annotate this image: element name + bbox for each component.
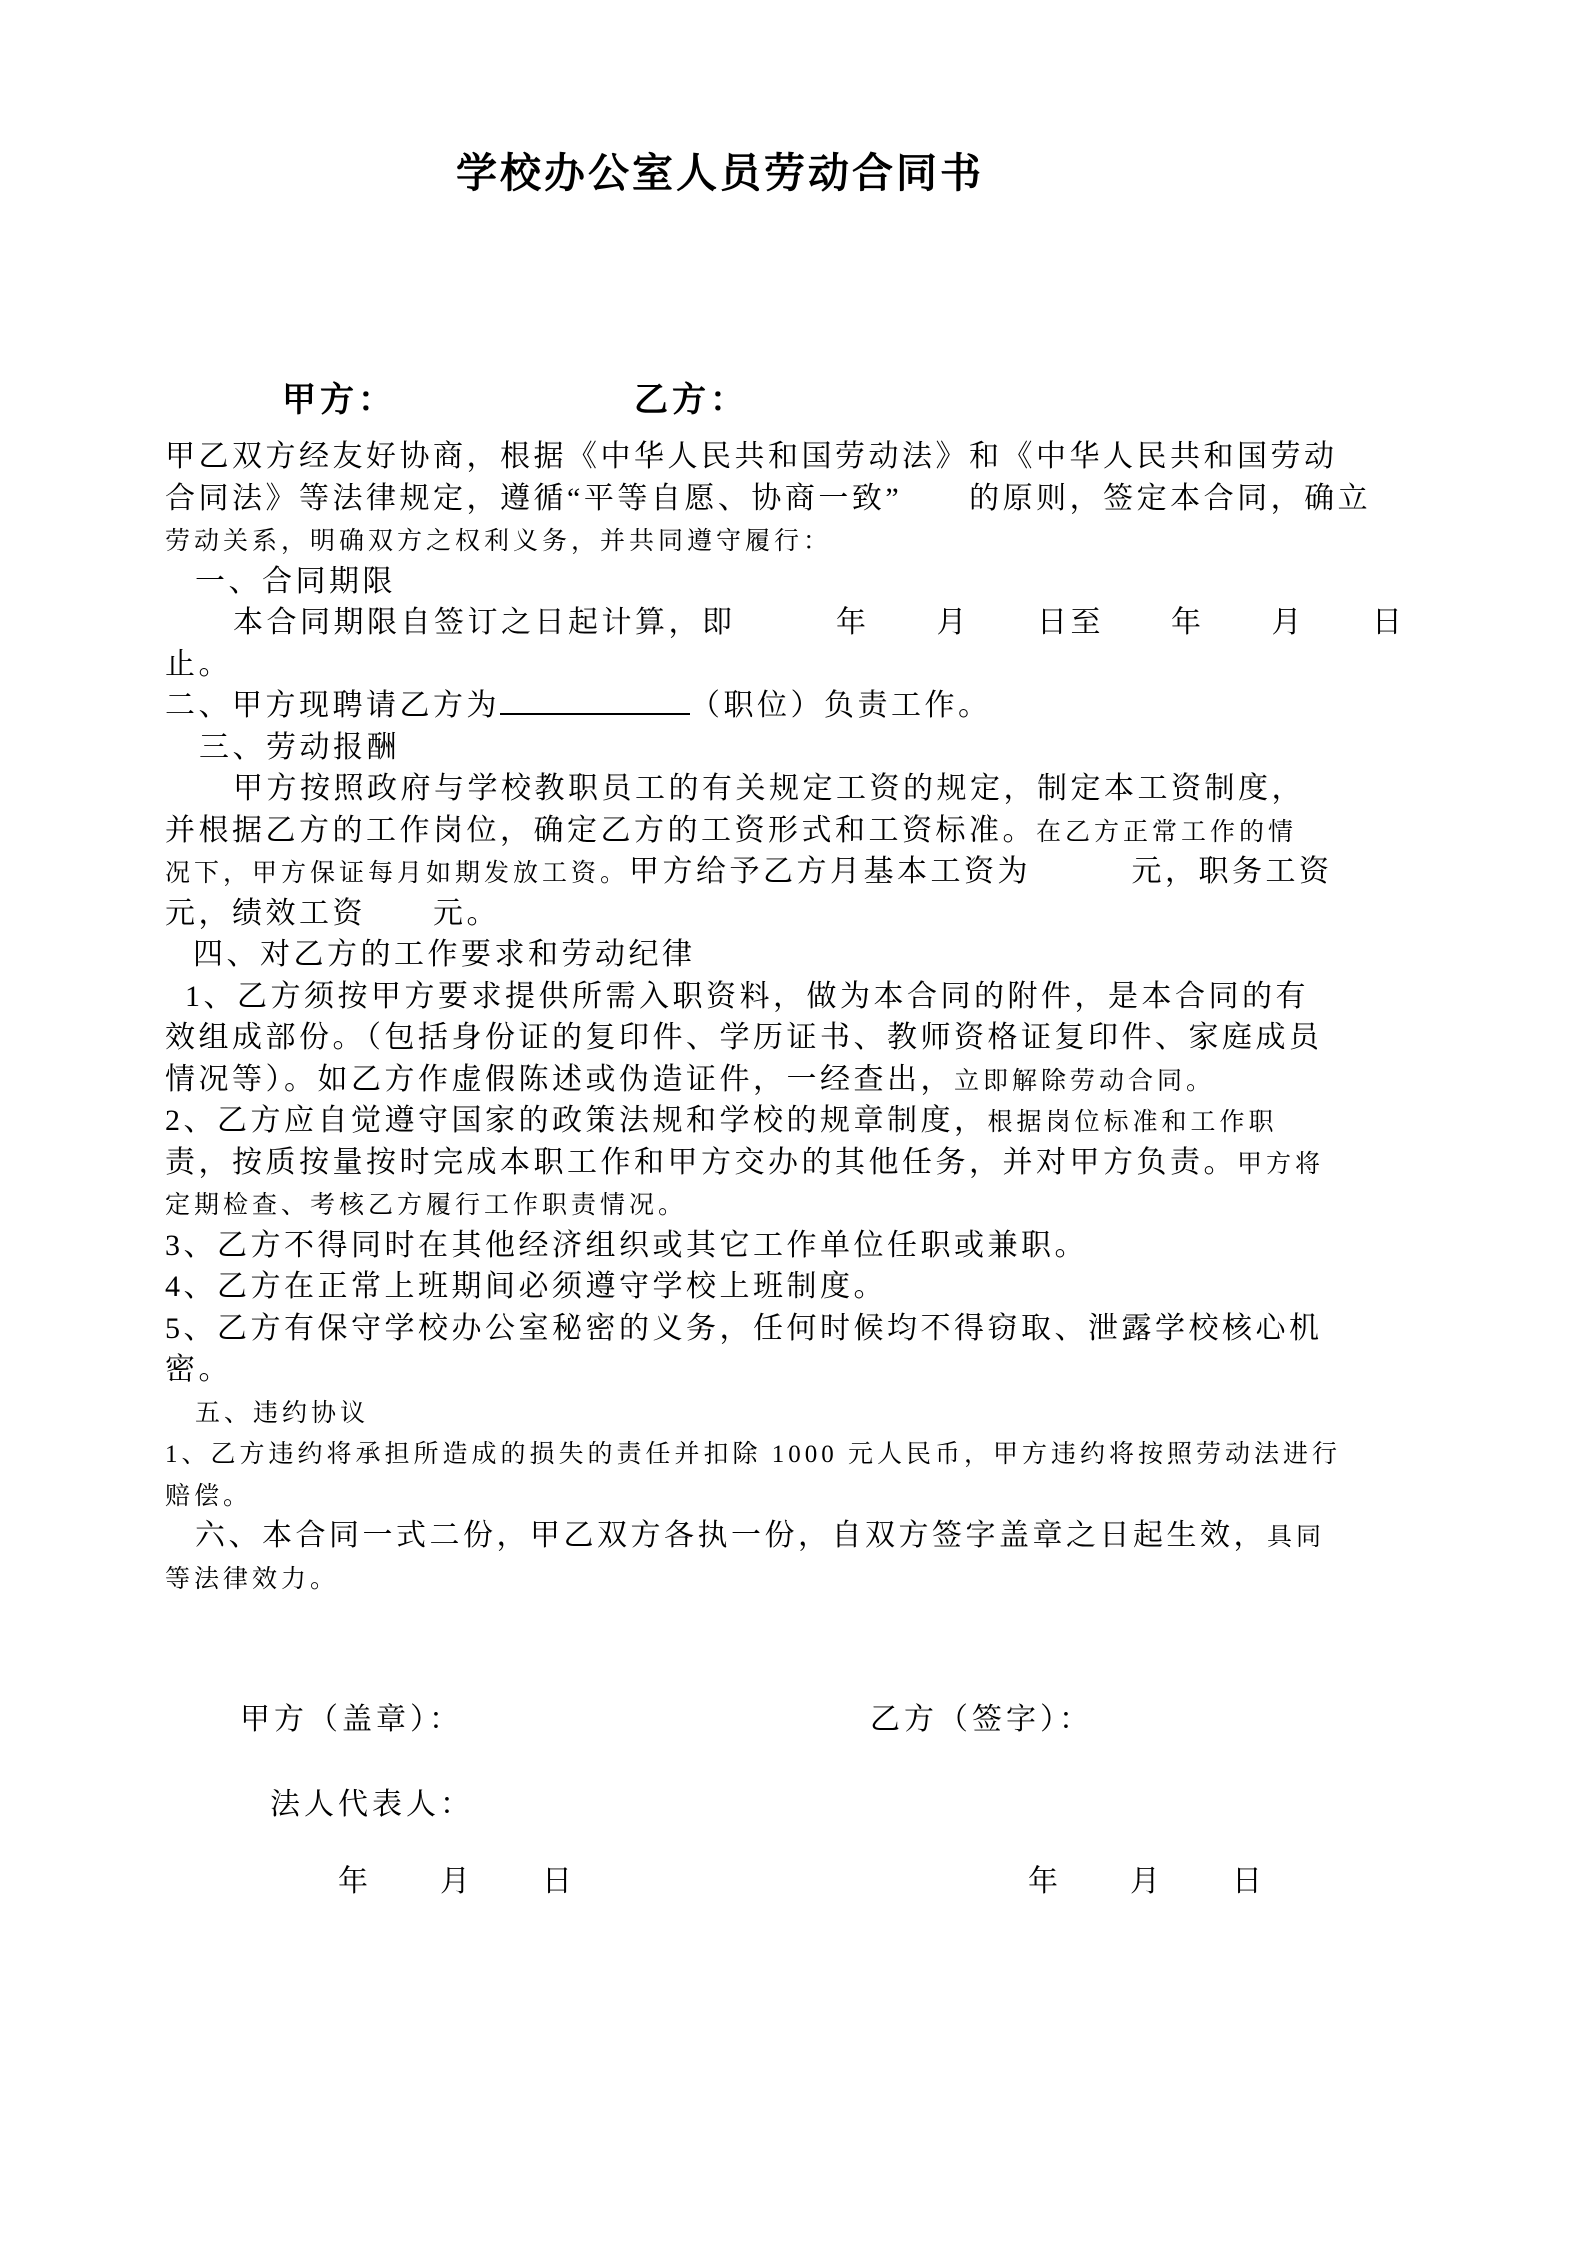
- body-line: [165, 851, 1455, 893]
- body-line: [165, 768, 1455, 810]
- text-run: 责，按质按量按时完成本职工作和甲方交办的其他任务，并对甲方负责。: [165, 1145, 1237, 1179]
- text-run: 3、乙方不得同时在其他经济组织或其它工作单位任职或兼职。: [165, 1228, 1088, 1262]
- body-line: [165, 644, 1455, 686]
- body-line: [165, 1059, 1455, 1101]
- text-run: 甲乙双方经友好协商，根据《中华人民共和国劳动法》和《中华人民共和国劳动: [165, 440, 1338, 473]
- body-line: [165, 1391, 1455, 1433]
- body-line: [165, 1142, 1455, 1184]
- text-run: 2、乙方应自觉遵守国家的政策法规和学校的规章制度，: [165, 1104, 988, 1137]
- text-run: 甲方给予乙方月基本工资为 元，职务工资: [629, 855, 1333, 888]
- body-line: [165, 1225, 1455, 1267]
- text-run: 五、违约协议: [195, 1399, 370, 1427]
- text-run: 根据岗位标准和工作职: [987, 1109, 1278, 1136]
- text-run: 1、乙方须按甲方要求提供所需入职资料，做为本合同的附件，是本合同的有: [185, 979, 1309, 1013]
- party-a-label: 甲方：: [282, 382, 396, 419]
- body-line: [165, 602, 1455, 644]
- body-line: [165, 561, 1455, 603]
- body-line: [165, 976, 1455, 1018]
- text-run: （职位）负责工作。: [690, 689, 992, 722]
- text-run: 甲方将: [1237, 1150, 1325, 1178]
- body-line: [165, 685, 1455, 727]
- legal-representative-label: 法人代表人：: [270, 1788, 474, 1821]
- body-line: [165, 1100, 1455, 1142]
- text-run: 况下，甲方保证每月如期发放工资。: [165, 860, 630, 887]
- text-run: 二、甲方现聘请乙方为: [165, 689, 500, 722]
- text-run: 并根据乙方的工作岗位，确定乙方的工资形式和工资标准。: [165, 813, 1036, 847]
- text-run: 三、劳动报酬: [199, 730, 400, 764]
- parties-heading: [0, 372, 1587, 419]
- document-title: 学校办公室人员劳动合同书: [456, 150, 984, 196]
- text-run: 情况等）。如乙方作虚假陈述或伪造证件，一经查出，: [165, 1062, 954, 1096]
- body-line: [165, 1432, 1455, 1474]
- text-run: 定期检查、考核乙方履行工作职责情况。: [165, 1192, 688, 1219]
- text-run: 甲方按照政府与学校教职员工的有关规定工资的规定，制定本工资制度，: [233, 772, 1305, 805]
- text-run: 合同法》等法律规定，遵循“平等自愿、协商一致” 的原则，签定本合同，确立: [165, 481, 1372, 515]
- date-line-party-a: 年 月 日: [338, 1865, 576, 1898]
- body-line: [165, 1349, 1455, 1391]
- body-line: [165, 810, 1455, 852]
- text-run: 等法律效力。: [165, 1565, 340, 1593]
- text-run: 在乙方正常工作的情: [1036, 818, 1298, 846]
- party-a-seal-label: 甲方（盖章）：: [240, 1703, 463, 1736]
- text-run: 立即解除劳动合同。: [954, 1067, 1216, 1095]
- body-line: [165, 1183, 1455, 1225]
- body-line: [165, 727, 1455, 769]
- text-run: 止。: [165, 647, 232, 681]
- body-line: [165, 519, 1455, 561]
- text-run: 劳动关系，明确双方之权利义务，并共同遵守履行：: [165, 528, 833, 555]
- text-run: 赔偿。: [165, 1482, 253, 1510]
- body-line: [165, 1017, 1455, 1059]
- text-run: 本合同期限自签订之日起计算，即 年 月 日至 年 月 日: [233, 606, 1406, 639]
- text-run: 1、乙方违约将承担所造成的损失的责任并扣除 1000 元人民币，甲方违约将按照劳动法进行: [165, 1441, 1342, 1468]
- body-line: [165, 478, 1455, 520]
- text-run: 六、本合同一式二份，甲乙双方各执一份，自双方签字盖章之日起生效，: [195, 1519, 1267, 1552]
- body-line: [165, 1474, 1455, 1516]
- body-line: [165, 1266, 1455, 1308]
- body-line: [165, 934, 1455, 976]
- party-b-label: 乙方：: [634, 382, 748, 419]
- body-line: [165, 1515, 1455, 1557]
- text-run: 一、合同期限: [195, 564, 396, 598]
- text-run: 具同: [1267, 1524, 1326, 1551]
- text-run: 四、对乙方的工作要求和劳动纪律: [193, 938, 696, 971]
- party-b-sign-label: 乙方（签字）：: [870, 1703, 1093, 1736]
- body-line: [165, 1308, 1455, 1350]
- fill-in-blank: [500, 686, 690, 715]
- date-line-party-b: 年 月 日: [1028, 1865, 1266, 1898]
- text-run: 效组成部份。（包括身份证的复印件、学历证书、教师资格证复印件、家庭成员: [165, 1021, 1323, 1054]
- contract-body: [165, 436, 1455, 1598]
- body-line: [165, 1557, 1455, 1599]
- body-line: [165, 893, 1455, 935]
- text-run: 密。: [165, 1353, 232, 1386]
- text-run: 5、乙方有保守学校办公室秘密的义务，任何时候均不得窃取、泄露学校核心机: [165, 1311, 1323, 1345]
- text-run: 元，绩效工资 元。: [165, 896, 500, 930]
- text-run: 4、乙方在正常上班期间必须遵守学校上班制度。: [165, 1270, 887, 1303]
- body-line: [165, 436, 1455, 478]
